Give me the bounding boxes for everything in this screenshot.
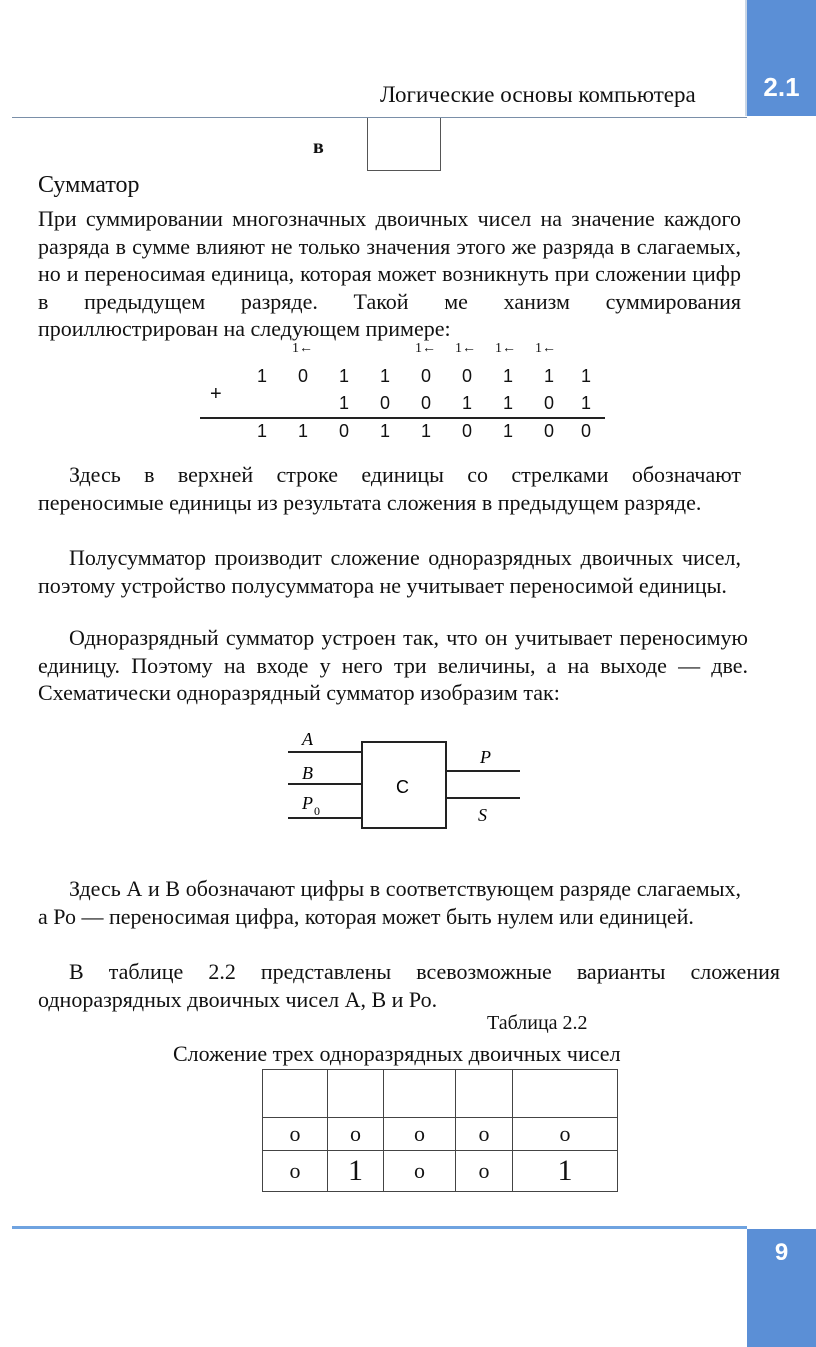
table-cell: о: [513, 1118, 618, 1151]
sum-rule: [200, 417, 605, 419]
table-cell: [263, 1070, 328, 1118]
table-cell: о: [328, 1118, 384, 1151]
input-label-b: B: [302, 763, 313, 783]
footer-rule: [12, 1226, 747, 1229]
addend1-digit: 0: [461, 366, 472, 386]
table-cell: [513, 1151, 618, 1192]
table-cell: о: [263, 1118, 328, 1151]
addend2-digit: 1: [461, 393, 472, 413]
table-cell: о: [384, 1151, 456, 1192]
paragraph-table-intro: В таблице 2.2 представлены всевозможные варианты сложения одноразрядных двоичных чисел А, В и Ро.: [38, 959, 780, 1012]
addend1-digit: 1: [256, 366, 267, 386]
sum-digit: 0: [461, 421, 472, 441]
addend1-digit: 1: [502, 366, 513, 386]
sum-digit: 0: [543, 421, 554, 441]
paragraph-inputs-explanation: Здесь А и В обозначают цифры в соответствующем разряде слагаемых, а Ро — переносимая цифра, которая может быть нулем или единицей.: [38, 876, 741, 929]
carry-mark: 1←: [415, 341, 436, 356]
table-cell: о: [384, 1118, 456, 1151]
block-label: C: [396, 777, 409, 797]
addend1-digit: 0: [297, 366, 308, 386]
table-cell: [456, 1070, 513, 1118]
paragraph-full-adder: Одноразрядный сумматор устроен так, что он учитывает переносимую единицу. Поэтому на входе у него три величины, а на выходе — две. Схематически одноразрядный сумматор изобразим так:: [38, 625, 748, 705]
carry-mark: 1←: [495, 341, 516, 356]
sum-digit: 1: [420, 421, 431, 441]
addend2-digit: 0: [543, 393, 554, 413]
carry-mark: 1←: [535, 341, 556, 356]
output-label-p: P: [480, 747, 491, 767]
section-heading: Сумматор: [38, 172, 140, 198]
sum-digit: 0: [338, 421, 349, 441]
variant-letter: в: [313, 136, 324, 158]
sum-digit: 1: [502, 421, 513, 441]
table-cell: [328, 1151, 384, 1192]
table-cell: о: [456, 1118, 513, 1151]
sum-digit: 1: [379, 421, 390, 441]
paragraph-carry-explanation: Здесь в верхней строке единицы со стрелками обозначают переносимые единицы из результата сложения в предыдущем разряде.: [38, 462, 741, 515]
adder-diagram: [280, 720, 530, 835]
table-cell: [328, 1070, 384, 1118]
table-row: [263, 1151, 618, 1192]
table-label: Таблица 2.2: [487, 1012, 588, 1034]
sum-digit: 1: [297, 421, 308, 441]
addend1-digit: 1: [580, 366, 591, 386]
output-label-s: S: [478, 805, 487, 825]
addend1-digit: 0: [420, 366, 431, 386]
addend1-digit: 1: [543, 366, 554, 386]
table-cell-value: 1: [348, 1154, 363, 1187]
input-label-p-subscript: 0: [314, 804, 320, 818]
table-cell: о: [263, 1151, 328, 1192]
table-title: Сложение трех одноразрядных двоичных чисел: [173, 1041, 621, 1066]
truth-table: [262, 1069, 618, 1192]
table-cell-value: 1: [557, 1154, 573, 1187]
table-row: [263, 1118, 618, 1151]
running-header-title: Логические основы компьютера: [380, 82, 696, 107]
carry-mark: 1←: [292, 341, 313, 356]
addend1-digit: 1: [379, 366, 390, 386]
input-label-a: A: [302, 729, 313, 749]
section-number: 2.1: [763, 72, 800, 102]
addend2-digit: 1: [580, 393, 591, 413]
sum-digit: 1: [256, 421, 267, 441]
paragraph-intro: При суммировании многозначных двоичных чисел на значение каждого разряда в сумме влияют не только значения этого же разряда в слагаемых, но и переносимая единица, которая может возникнуть при сложении цифр в предыдущем разряде. Такой ме ханизм суммирования проиллюстрирован на следующем примере:: [38, 206, 741, 341]
table-cell: [384, 1070, 456, 1118]
answer-box: [367, 118, 441, 171]
paragraph-half-adder: Полусумматор производит сложение одноразрядных двоичных чисел, поэтому устройство полусумматора не учитывает переносимой единицы.: [38, 545, 741, 598]
table-cell: о: [456, 1151, 513, 1192]
input-label-p: P: [302, 793, 313, 813]
table-cell: [513, 1070, 618, 1118]
carry-mark: 1←: [455, 341, 476, 356]
plus-sign: +: [210, 383, 222, 405]
addend2-digit: 0: [420, 393, 431, 413]
addend2-digit: 1: [338, 393, 349, 413]
addend1-digit: 1: [338, 366, 349, 386]
page-number: 9: [774, 1239, 789, 1266]
addend2-digit: 0: [379, 393, 390, 413]
table-header-row: [263, 1070, 618, 1118]
sum-digit: 0: [580, 421, 591, 441]
addend2-digit: 1: [502, 393, 513, 413]
